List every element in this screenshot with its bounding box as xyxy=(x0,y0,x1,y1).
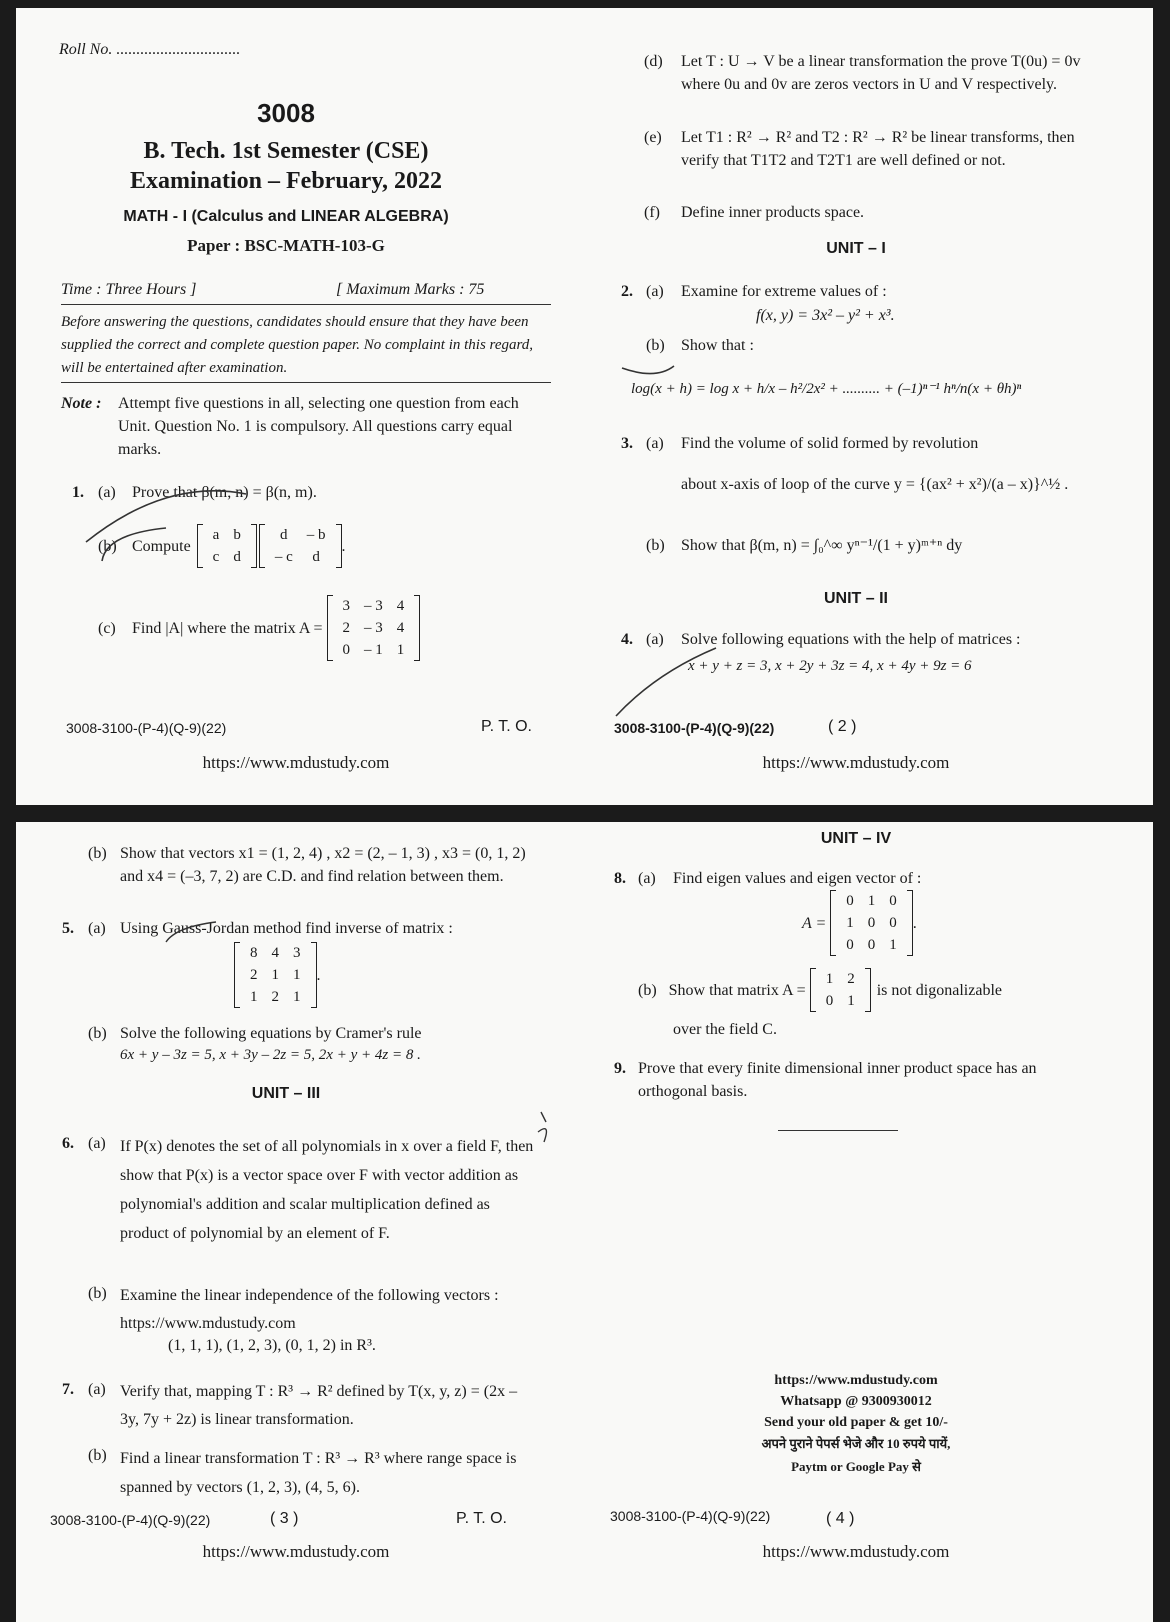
q3-number: 3. xyxy=(621,435,633,452)
q6b-label: (b) xyxy=(88,1285,107,1302)
pto-p3: P. T. O. xyxy=(456,1510,507,1527)
footer-code-p4: 3008-3100-(P-4)(Q-9)(22) xyxy=(610,1508,771,1524)
q3b-label: (b) xyxy=(646,537,665,554)
pen-stroke xyxy=(86,491,246,542)
matrix-cell: 3 xyxy=(342,598,351,614)
matrix-cell: a xyxy=(212,527,220,543)
q4a-text: Solve following equations with the help of matrices : xyxy=(681,631,1021,648)
matrix-cell: 2 xyxy=(271,989,279,1005)
q1d-text: Let T : U → V be a linear transformation the prove T(0u) = 0v where 0u and 0v are zeros vectors in U and V respectively. xyxy=(681,53,1081,93)
ad-pay: Paytm or Google Pay से xyxy=(791,1459,921,1474)
instruction-text: Before answering the questions, candidates should ensure that they have been supplied the correct and complete question paper. No complaint in this regard, will be entertained after examination. xyxy=(61,314,534,376)
matrix-cell: d xyxy=(233,549,241,565)
matrix-cell: 8 xyxy=(250,945,258,961)
matrix-cell: 4 xyxy=(396,620,405,636)
max-marks-label: [ Maximum Marks : 75 xyxy=(336,281,485,298)
matrix-cell: 3 xyxy=(293,945,301,961)
q5b-equations: 6x + y – 3z = 5, x + 3y – 2z = 5, 2x + y + 4z = 8 . xyxy=(120,1047,421,1063)
matrix-cell: 1 xyxy=(846,915,854,931)
q8a-label: (a) xyxy=(638,870,656,887)
matrix-cell: 1 xyxy=(293,989,301,1005)
matrix-cell: – 1 xyxy=(364,642,383,658)
unit-4-heading: UNIT – IV xyxy=(820,830,892,847)
url-p2: https://www.mdustudy.com xyxy=(762,753,950,772)
q9-text: Prove that every finite dimensional inner product space has an orthogonal basis. xyxy=(638,1060,1037,1100)
pen-marks-svg xyxy=(16,8,1153,805)
q1c-label: (c) xyxy=(98,620,116,637)
q6-number: 6. xyxy=(62,1135,74,1152)
q8a-lhs: A = xyxy=(802,914,827,932)
pto-p1: P. T. O. xyxy=(481,718,532,735)
q1e-text: Let T1 : R² → R² and T2 : R² → R² be linear transforms, then verify that T1T2 and T2T1 are well defined or not. xyxy=(681,129,1075,169)
q7a-label: (a) xyxy=(88,1381,106,1398)
q1f-text: Define inner products space. xyxy=(681,204,865,221)
matrix-cell: d xyxy=(280,527,288,543)
sheet-bottom xyxy=(16,822,1153,1622)
pen-stroke xyxy=(622,366,674,374)
q2b-formula: log(x + h) = log x + h/x – h²/2x² + .......... + (–1)ⁿ⁻¹ hⁿ/n(x + θh)ⁿ xyxy=(631,381,1022,397)
roll-no: Roll No. ............................... xyxy=(59,41,241,58)
matrix-cell: – c xyxy=(274,549,293,565)
q8a-text: Find eigen values and eigen vector of : xyxy=(673,870,922,887)
matrix-cell: – b xyxy=(306,527,326,543)
q1c-text: Find |A| where the matrix A = xyxy=(132,619,323,637)
footer-code-p3: 3008-3100-(P-4)(Q-9)(22) xyxy=(50,1512,211,1528)
q5b-label: (b) xyxy=(88,1025,107,1042)
q8b-text-2: is not digonalizable xyxy=(876,981,1002,999)
unit-2-heading: UNIT – II xyxy=(823,590,888,607)
matrix-cell: – 3 xyxy=(364,598,383,614)
matrix-cell: 0 xyxy=(846,937,854,953)
sheet-top xyxy=(16,8,1153,805)
matrix-cell: 2 xyxy=(250,967,258,983)
q2a-formula: f(x, y) = 3x² – y² + x³. xyxy=(756,307,895,324)
matrix-cell: 0 xyxy=(889,915,897,931)
q3a-text: Find the volume of solid formed by revolution xyxy=(681,435,979,452)
page-number-p4: ( 4 ) xyxy=(826,1510,855,1527)
matrix-cell: 1 xyxy=(293,967,301,983)
q5-number: 5. xyxy=(62,920,74,937)
unit-3-heading: UNIT – III xyxy=(251,1085,321,1102)
q3b-text: Show that β(m, n) = ∫₀^∞ yⁿ⁻¹/(1 + y)ᵐ⁺ⁿ dy xyxy=(681,537,963,554)
q8a-expression: A = 0 1 0 1 0 0 0 0 1 . xyxy=(802,890,917,956)
ad-hindi: अपने पुराने पेपर्स भेजे और 10 रुपये पायें, xyxy=(761,1436,951,1451)
matrix-cell: d xyxy=(312,549,320,565)
matrix-cell: 0 xyxy=(867,915,876,931)
matrix-cell: 4 xyxy=(271,945,279,961)
page-number-p3: ( 3 ) xyxy=(270,1510,299,1527)
q1-number: 1. xyxy=(72,484,84,501)
q8-number: 8. xyxy=(614,870,626,887)
q1e-label: (e) xyxy=(644,129,662,146)
q7-number: 7. xyxy=(62,1381,74,1398)
paper-title: Paper : BSC-MATH-103-G xyxy=(187,236,385,255)
url-p1: https://www.mdustudy.com xyxy=(202,753,390,772)
exam-title: Examination – February, 2022 xyxy=(129,168,442,194)
q6b-vectors: (1, 1, 1), (1, 2, 3), (0, 1, 2) in R³. xyxy=(168,1337,376,1354)
matrix-cell: c xyxy=(212,549,220,565)
paper-code: 3008 xyxy=(257,98,315,128)
pen-stroke xyxy=(538,1112,546,1142)
matrix-cell: 1 xyxy=(271,967,279,983)
url-p3: https://www.mdustudy.com xyxy=(202,1542,390,1561)
matrix-cell: b xyxy=(233,527,241,543)
note-label: Note : xyxy=(61,395,102,412)
q5b-text: Solve the following equations by Cramer's rule xyxy=(120,1025,422,1042)
q1b-label: (b) xyxy=(98,538,117,555)
pen-stroke xyxy=(102,528,166,561)
q2-number: 2. xyxy=(621,283,633,300)
matrix-cell: 2 xyxy=(342,620,351,636)
footer-code-p2: 3008-3100-(P-4)(Q-9)(22) xyxy=(614,720,775,736)
q2a-label: (a) xyxy=(646,283,664,300)
matrix-cell: 1 xyxy=(396,642,405,658)
q1b-text: Compute xyxy=(132,537,191,555)
q8b-text: Show that matrix A = xyxy=(668,981,806,999)
q6a-text: If P(x) denotes the set of all polynomials in x over a field F, then show that P(x) is a vector space over F with vector addition as polynomial's addition and scalar multiplication defined as product of polynomial by an element of F. xyxy=(120,1138,534,1242)
q1a-label: (a) xyxy=(98,484,116,501)
q1b-expression: Compute a b c d d – b – c d . xyxy=(132,516,346,576)
ad-send: Send your old paper & get 10/- xyxy=(764,1415,948,1430)
matrix-cell: 0 xyxy=(342,642,351,658)
q4b-label: (b) xyxy=(88,845,107,862)
q6b-text: Examine the linear independence of the following vectors : https://www.mdustudy.com xyxy=(120,1287,499,1332)
q2a-text: Examine for extreme values of : xyxy=(681,283,887,300)
matrix-cell: 1 xyxy=(825,971,834,987)
matrix-cell: 0 xyxy=(846,893,854,909)
q9-number: 9. xyxy=(614,1060,626,1077)
footer-code-p1: 3008-3100-(P-4)(Q-9)(22) xyxy=(66,720,227,736)
q1f-label: (f) xyxy=(644,204,660,221)
q7a-text: Verify that, mapping T : R³ → R² defined by T(x, y, z) = (2x – 3y, 7y + 2z) is linear transformation. xyxy=(120,1383,518,1428)
pen-marks-svg xyxy=(16,822,1153,1622)
url-p4: https://www.mdustudy.com xyxy=(762,1542,950,1561)
matrix-cell: 4 xyxy=(396,598,405,614)
q4b-text: Show that vectors x1 = (1, 2, 4) , x2 = (2, – 1, 3) , x3 = (0, 1, 2) and x4 = (–3, 7, 2) are C.D. and find relation between them. xyxy=(120,845,526,885)
q8b-label: (b) xyxy=(638,981,657,999)
q8b-text-3: over the field C. xyxy=(673,1021,777,1038)
subject-title: MATH - I (Calculus and LINEAR ALGEBRA) xyxy=(123,208,449,225)
q4a-label: (a) xyxy=(646,631,664,648)
q3a-label: (a) xyxy=(646,435,664,452)
q3a-text-2: about x-axis of loop of the curve y = {(ax² + x²)/(a – x)}^½ . xyxy=(681,476,1069,493)
ad-url: https://www.mdustudy.com xyxy=(774,1373,938,1388)
q5a-label: (a) xyxy=(88,920,106,937)
q1d-label: (d) xyxy=(644,53,663,70)
q7b-text: Find a linear transformation T : R³ → R³ where range space is spanned by vectors (1, 2, 3), (4, 5, 6). xyxy=(120,1450,517,1496)
matrix-cell: 1 xyxy=(889,937,897,953)
page-number-p2: ( 2 ) xyxy=(828,718,857,735)
q5a-expression: 8 4 3 2 1 1 1 2 1 . xyxy=(234,942,321,1008)
pen-stroke xyxy=(616,648,716,716)
unit-1-heading: UNIT – I xyxy=(826,240,886,257)
q1a-text: Prove that β(m, n) = β(n, m). xyxy=(132,484,317,501)
matrix-cell: 0 xyxy=(825,993,834,1009)
degree-title: B. Tech. 1st Semester (CSE) xyxy=(143,138,429,164)
matrix-cell: 1 xyxy=(867,893,876,909)
q6a-label: (a) xyxy=(88,1135,106,1152)
q5a-text: Using Gauss-Jordan method find inverse of matrix : xyxy=(120,920,453,937)
q4-number: 4. xyxy=(621,631,633,648)
matrix-cell: – 3 xyxy=(364,620,383,636)
time-label: Time : Three Hours ] xyxy=(61,281,197,298)
q4a-equations: x + y + z = 3, x + 2y + 3z = 4, x + 4y + 9z = 6 xyxy=(688,658,972,674)
ad-whatsapp: Whatsapp @ 9300930012 xyxy=(780,1394,932,1409)
pen-stroke xyxy=(166,922,216,942)
matrix-cell: 1 xyxy=(847,993,855,1009)
matrix-cell: 0 xyxy=(889,893,897,909)
note-text: Attempt five questions in all, selecting one question from each Unit. Question No. 1 is compulsory. All questions carry equal marks. xyxy=(118,395,519,458)
q2b-text: Show that : xyxy=(681,337,754,354)
q7b-label: (b) xyxy=(88,1447,107,1464)
q2b-label: (b) xyxy=(646,337,665,354)
matrix-cell: 2 xyxy=(847,971,855,987)
matrix-cell: 0 xyxy=(867,937,876,953)
matrix-cell: 1 xyxy=(250,989,258,1005)
